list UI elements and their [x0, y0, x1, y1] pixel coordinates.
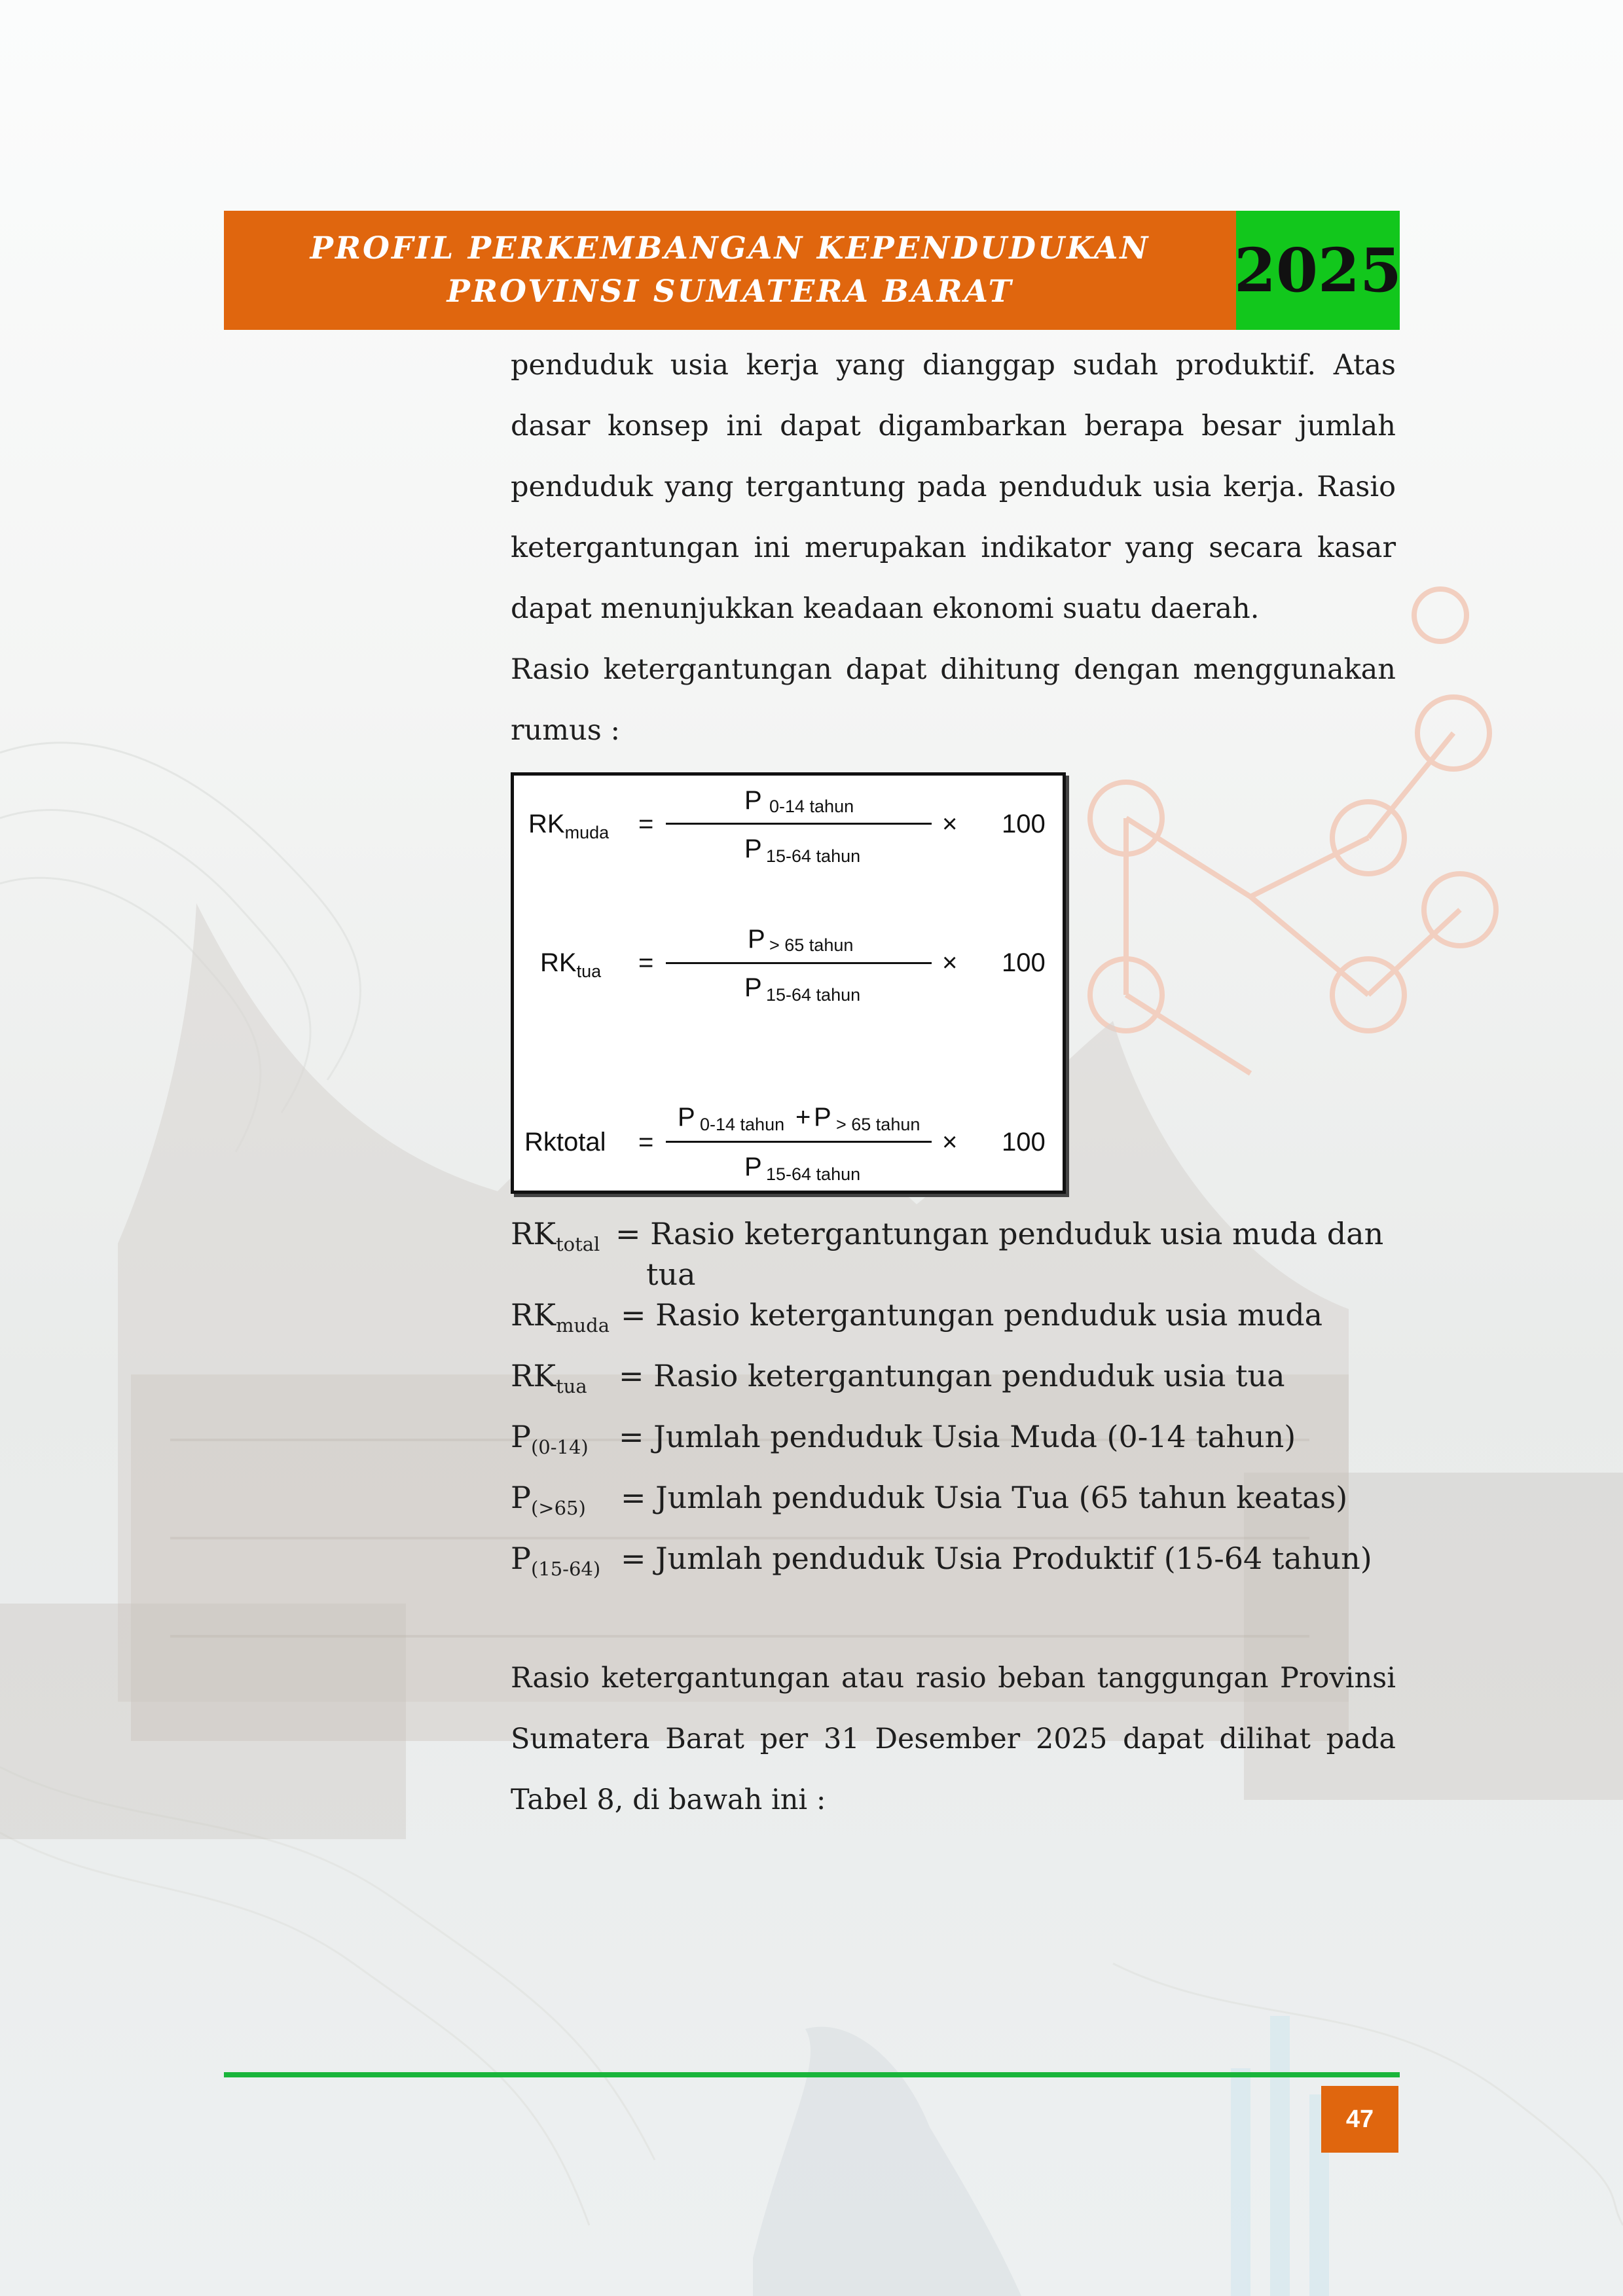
formula-muda-fraction-line — [666, 823, 932, 825]
formula-muda-times: × — [942, 810, 958, 838]
definition-symbol: $RK_{muda}$ — [511, 1297, 610, 1337]
header-year: 2025 — [1233, 235, 1402, 306]
formula-tua-numerator-p: P — [748, 925, 765, 954]
header-year-badge — [1233, 211, 1402, 330]
formula-tua-fraction-line — [666, 962, 932, 964]
definition-symbol: $P_{(>65)}$ — [511, 1480, 586, 1520]
formula-muda-equals: = — [638, 810, 654, 838]
formula-tua-denominator-p: P — [744, 973, 762, 1002]
formula-total-fraction-line — [666, 1141, 932, 1143]
formula-total-numerator-sub2: > 65 tahun — [836, 1115, 921, 1134]
closing-paragraph: Rasio ketergantungan atau rasio beban tanggungan Provinsi Sumatera Barat per 31 Desember 2025 dapat dilihat pada Tabel 8, di bawah ini : — [511, 1662, 1396, 1816]
definition-text: = Jumlah penduduk Usia Muda (0-14 tahun) — [619, 1419, 1296, 1454]
formula-total-numerator-p1: P — [678, 1103, 695, 1132]
formula-tua-factor: 100 — [1002, 948, 1046, 977]
formula-box — [511, 772, 1066, 1194]
definition-text: = Jumlah penduduk Usia Tua (65 tahun keatas) — [621, 1480, 1348, 1515]
formula-tua-label: $RK_{tua}$ — [540, 948, 602, 981]
paragraph-1: penduduk usia kerja yang dianggap sudah produktif. Atas dasar konsep ini dapat digambarkan berapa besar jumlah penduduk yang tergantung pada penduduk usia kerja. Rasio ketergantungan ini merupakan indikator yang secara kasar dapat menunjukkan keadaan ekonomi suatu daerah. — [511, 349, 1396, 625]
formula-muda-numerator-p: P — [744, 786, 762, 815]
formula-total-equals: = — [638, 1128, 654, 1157]
page-number: 47 — [1345, 2105, 1374, 2133]
formula-tua-numerator-sub: > 65 tahun — [769, 935, 854, 955]
definition-text: = Rasio ketergantungan penduduk usia muda — [621, 1297, 1323, 1333]
formula-total-numerator-sub1: 0-14 tahun — [700, 1115, 785, 1134]
footer-divider — [224, 2072, 1400, 2077]
formula-total-denominator-sub: 15-64 tahun — [766, 1164, 861, 1184]
definition-symbol: $P_{(15-64)}$ — [511, 1541, 601, 1581]
definition-text: = Rasio ketergantungan penduduk usia tua — [619, 1358, 1285, 1393]
definition-symbol: $RK_{tua}$ — [511, 1358, 587, 1398]
formula-muda-denominator-sub: 15-64 tahun — [766, 846, 861, 866]
definition-symbol: $RK_{total}$ — [511, 1216, 600, 1256]
formula-muda-label: $RK_{muda}$ — [528, 810, 610, 842]
formula-total-numerator-p2: P — [814, 1103, 831, 1132]
header-title-line-2: PROVINSI SUMATERA BARAT — [447, 274, 1013, 310]
formula-tua-denominator-sub: 15-64 tahun — [766, 985, 861, 1005]
formula-tua-times: × — [942, 948, 958, 977]
closing-text — [511, 1648, 1396, 1831]
definition-text: = Jumlah penduduk Usia Produktif (15-64 tahun) — [621, 1541, 1372, 1576]
page-number-badge — [1321, 2086, 1398, 2153]
body-text — [511, 335, 1396, 761]
formula-muda-factor: 100 — [1002, 810, 1046, 838]
formula-tua-equals: = — [638, 948, 654, 977]
formula-muda-numerator-sub: 0-14 tahun — [769, 797, 854, 816]
header-title-line-1: PROFIL PERKEMBANGAN KEPENDUDUKAN — [310, 230, 1150, 266]
definition-symbol: $P_{(0-14)}$ — [511, 1419, 589, 1459]
definition-text: = Rasio ketergantungan penduduk usia muda dan — [615, 1216, 1384, 1251]
paragraph-2: Rasio ketergantungan dapat dihitung dengan menggunakan rumus : — [511, 653, 1396, 747]
formula-muda-denominator-p: P — [744, 834, 762, 863]
formula-total-label: Rktotal — [524, 1128, 606, 1157]
formula-total-factor: 100 — [1002, 1128, 1046, 1157]
definition-text-continued: tua — [646, 1257, 696, 1292]
document-header-title — [224, 211, 1236, 330]
formula-total-times: × — [942, 1128, 958, 1157]
formula-total-denominator-p: P — [744, 1153, 762, 1181]
formula-total-plus: + — [795, 1103, 811, 1132]
